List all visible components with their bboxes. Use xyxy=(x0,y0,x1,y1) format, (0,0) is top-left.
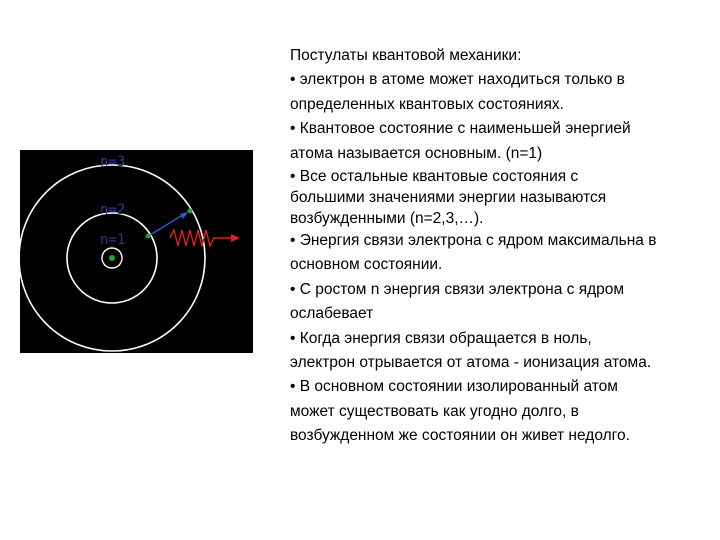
text-line: возбужденном же состоянии он живет недолго. xyxy=(290,427,630,445)
text-line: • Все остальные квантовые состояния с xyxy=(290,168,579,186)
postulates-text xyxy=(290,44,715,449)
text-line: определенных квантовых состояниях. xyxy=(290,95,564,113)
text-line: • Квантовое состояние с наименьшей энергией xyxy=(290,120,631,138)
text-line: электрон отрывается от атома - ионизация атома. xyxy=(290,354,652,372)
electron-n3 xyxy=(188,209,193,214)
nucleus xyxy=(109,255,115,261)
text-line: • электрон в атоме может находиться только в xyxy=(290,71,625,89)
text-line: • В основном состоянии изолированный атом xyxy=(290,378,618,396)
text-line: основном состоянии. xyxy=(290,256,443,274)
text-line: • С ростом n энергия связи электрона с ядром xyxy=(290,280,625,298)
text-line: • Когда энергия связи обращается в ноль, xyxy=(290,329,592,347)
electron-n2 xyxy=(146,234,151,239)
transition-arrowhead xyxy=(180,212,188,219)
label-n2: n=2 xyxy=(100,202,126,218)
text-line: • Энергия связи электрона с ядром максимальна в xyxy=(290,232,657,250)
bohr-atom-diagram xyxy=(20,150,253,353)
photon-arrowhead xyxy=(231,234,240,242)
postulates-title: Постулаты квантовой механики: xyxy=(290,47,522,64)
text-line: большими значениями энергии называются xyxy=(290,189,607,207)
bohr-atom-svg xyxy=(20,150,253,353)
transition-arrow xyxy=(150,213,186,235)
label-n3: n=3 xyxy=(100,154,126,170)
text-line: может существовать как угодно долго, в xyxy=(290,402,579,420)
text-line: возбужденными (n=2,3,…). xyxy=(290,210,484,228)
text-line: ослабевает xyxy=(290,305,374,323)
text-line: атома называется основным. (n=1) xyxy=(290,144,543,162)
label-n1: n=1 xyxy=(100,232,126,248)
